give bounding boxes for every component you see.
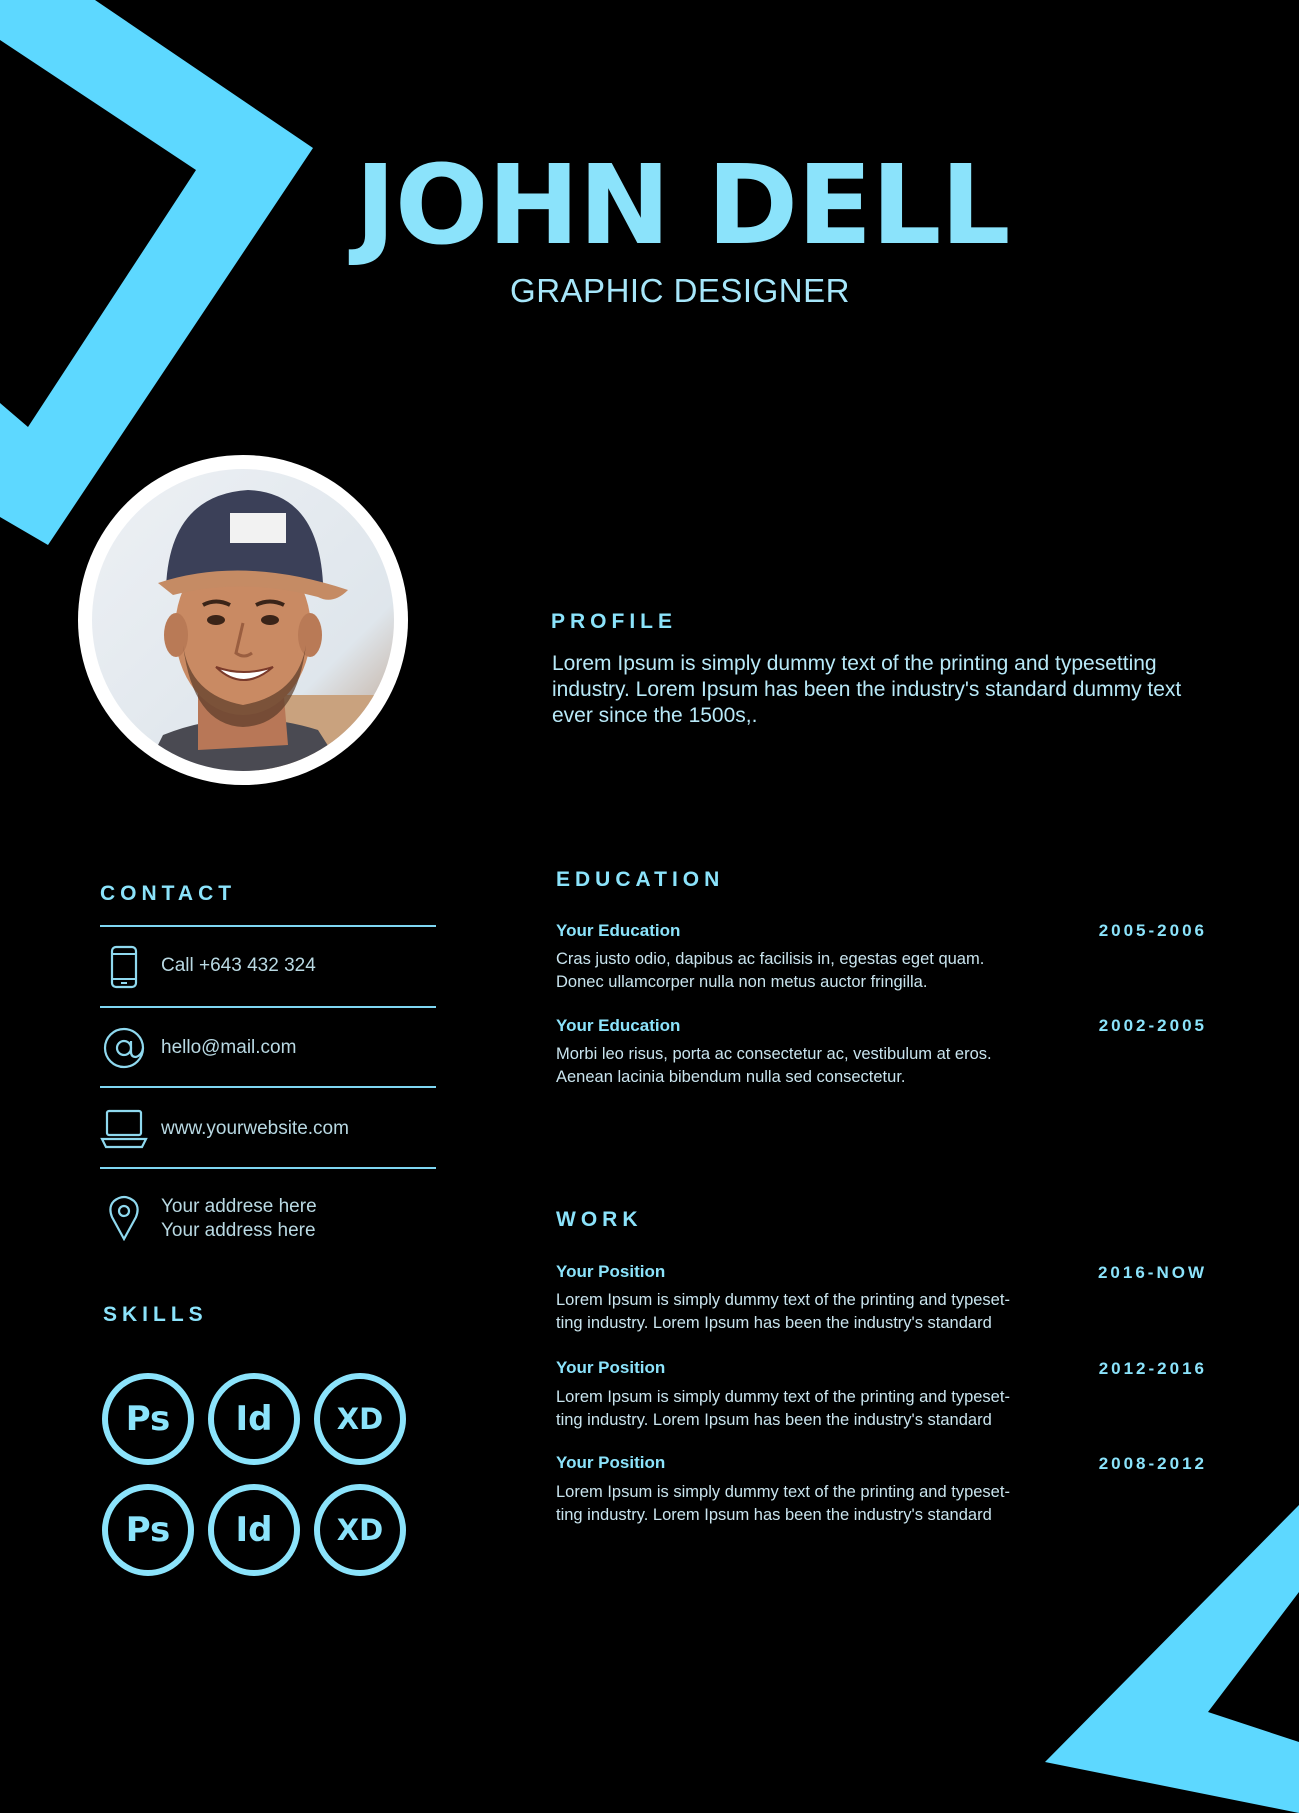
education-entry-line: Morbi leo risus, porta ac consectetur ac, vestibulum at eros. — [556, 1045, 992, 1063]
work-entry-line: ting industry. Lorem Ipsum has been the industry's standard — [556, 1314, 992, 1332]
contact-address-line1: Your addrese here — [161, 1196, 317, 1217]
work-heading: WORK — [556, 1208, 643, 1231]
skill-xd-icon: XD — [314, 1373, 406, 1465]
contact-divider — [100, 1167, 436, 1169]
skill-indesign-icon: Id — [208, 1373, 300, 1465]
work-entry-title: Your Position — [556, 1358, 666, 1377]
bottom-right-bracket-shape — [1045, 1505, 1299, 1813]
candidate-name: JOHN DELL — [355, 141, 1010, 269]
work-entry-date: 2008-2012 — [1098, 1454, 1207, 1473]
education-entry-title: Your Education — [556, 1016, 681, 1035]
education-entry-line: Donec ullamcorper nulla non metus auctor fringilla. — [556, 973, 928, 991]
education-entry-date: 2005-2006 — [1098, 921, 1207, 940]
education-entry-date: 2002-2005 — [1098, 1016, 1207, 1035]
contact-heading: CONTACT — [100, 882, 237, 905]
work-entry-title: Your Position — [556, 1453, 666, 1472]
phone-icon — [100, 944, 148, 992]
work-entry-date: 2012-2016 — [1098, 1359, 1207, 1378]
contact-address-line2: Your address here — [161, 1220, 316, 1241]
work-entry-title: Your Position — [556, 1262, 666, 1281]
at-icon — [100, 1024, 148, 1072]
work-entry-line: ting industry. Lorem Ipsum has been the industry's standard — [556, 1506, 992, 1524]
candidate-role: GRAPHIC DESIGNER — [510, 272, 850, 309]
location-pin-icon — [100, 1193, 148, 1241]
work-entry-line: ting industry. Lorem Ipsum has been the industry's standard — [556, 1411, 992, 1429]
profile-text: Lorem Ipsum is simply dummy text of the printing and typesetting industry. Lorem Ipsum has been the industry's standard dummy text ever since the 1500s,. — [552, 652, 1182, 727]
education-heading: EDUCATION — [556, 868, 725, 891]
education-entry-line: Aenean lacinia bibendum nulla sed consectetur. — [556, 1068, 906, 1086]
education-entry-line: Cras justo odio, dapibus ac facilisis in, egestas eget quam. — [556, 950, 985, 968]
contact-email[interactable] — [100, 1024, 440, 1084]
work-entry-date: 2016-NOW — [1097, 1263, 1207, 1282]
contact-email-text: hello@mail.com — [161, 1037, 297, 1058]
skill-xd-icon: XD — [314, 1484, 406, 1576]
contact-website[interactable] — [100, 1105, 440, 1165]
contact-divider — [100, 1006, 436, 1008]
work-entry-line: Lorem Ipsum is simply dummy text of the printing and typeset- — [556, 1291, 1010, 1309]
laptop-icon — [100, 1105, 148, 1153]
work-entry-line: Lorem Ipsum is simply dummy text of the printing and typeset- — [556, 1388, 1010, 1406]
education-entry-title: Your Education — [556, 921, 681, 940]
work-entry-line: Lorem Ipsum is simply dummy text of the printing and typeset- — [556, 1483, 1010, 1501]
profile-photo — [78, 455, 408, 785]
skill-photoshop-icon: Ps — [102, 1373, 194, 1465]
skills-heading: SKILLS — [103, 1303, 208, 1326]
profile-heading: PROFILE — [551, 610, 678, 633]
contact-address[interactable] — [100, 1193, 440, 1253]
contact-divider — [100, 1086, 436, 1088]
contact-website-text: www.yourwebsite.com — [161, 1118, 349, 1139]
skill-photoshop-icon: Ps — [102, 1484, 194, 1576]
contact-phone[interactable] — [100, 944, 440, 1004]
skill-indesign-icon: Id — [208, 1484, 300, 1576]
contact-divider — [100, 925, 436, 927]
contact-phone-text: Call +643 432 324 — [161, 955, 316, 976]
portrait-illustration — [78, 455, 408, 785]
